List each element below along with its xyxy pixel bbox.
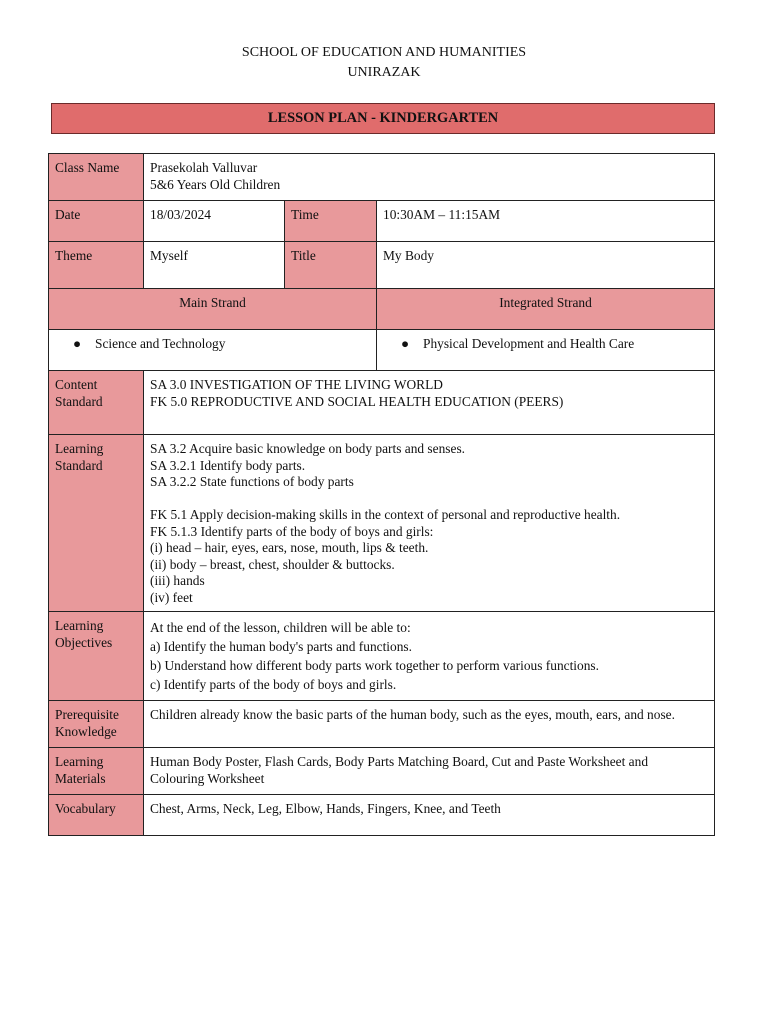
class-name-line: Prasekolah Valluvar bbox=[150, 160, 258, 175]
learning-standard-label-line1: Learning bbox=[55, 441, 104, 456]
learning-standard-line: (iii) hands bbox=[150, 573, 205, 588]
learning-standard-line: (iv) feet bbox=[150, 589, 193, 605]
objective-line: At the end of the lesson, children will be able to: bbox=[150, 620, 411, 635]
main-strand-item: Science and Technology bbox=[95, 336, 226, 351]
prerequisite-value: Children already know the basic parts of the human body, such as the eyes, mouth, ears, and nose. bbox=[144, 701, 715, 748]
learning-standard-line: FK 5.1 Apply decision-making skills in the context of personal and reproductive health. bbox=[150, 507, 621, 522]
learning-standard-line: SA 3.2.2 State functions of body parts bbox=[150, 474, 354, 489]
main-strand-label: Main Strand bbox=[49, 289, 377, 330]
content-standard-value bbox=[144, 371, 715, 435]
time-label: Time bbox=[285, 201, 377, 242]
theme-label: Theme bbox=[49, 242, 144, 289]
learning-standard-line: SA 3.2 Acquire basic knowledge on body parts and senses. bbox=[150, 441, 465, 456]
title-label: Title bbox=[285, 242, 377, 289]
content-standard-label-line1: Content bbox=[55, 377, 98, 392]
bullet-icon: ● bbox=[401, 336, 410, 351]
class-name-row bbox=[49, 154, 715, 201]
objective-line: a) Identify the human body's parts and functions. bbox=[150, 639, 412, 654]
theme-title-row bbox=[49, 242, 715, 289]
date-time-row bbox=[49, 201, 715, 242]
learning-standard-label bbox=[49, 435, 144, 612]
date-value: 18/03/2024 bbox=[144, 201, 285, 242]
class-name-value bbox=[144, 154, 715, 201]
learning-objectives-label-line2: Objectives bbox=[55, 634, 113, 650]
university-name: UNIRAZAK bbox=[347, 65, 421, 80]
learning-materials-label bbox=[49, 748, 144, 795]
prerequisite-label bbox=[49, 701, 144, 748]
integrated-strand-item: Physical Development and Health Care bbox=[423, 336, 635, 351]
vocabulary-value: Chest, Arms, Neck, Leg, Elbow, Hands, Fingers, Knee, and Teeth bbox=[144, 795, 715, 836]
materials-line: Human Body Poster, Flash Cards, Body Parts Matching Board, Cut and Paste Worksheet and bbox=[150, 754, 649, 769]
time-value: 10:30AM – 11:15AM bbox=[377, 201, 715, 242]
strand-header-row bbox=[49, 289, 715, 330]
integrated-strand-value bbox=[377, 330, 715, 371]
prerequisite-row bbox=[49, 701, 715, 748]
objective-line: b) Understand how different body parts work together to perform various functions. bbox=[150, 658, 599, 673]
lesson-plan-table bbox=[48, 153, 715, 836]
spacer bbox=[150, 491, 708, 508]
learning-standard-line: (ii) body – breast, chest, shoulder & buttocks. bbox=[150, 556, 395, 572]
content-standard-label bbox=[49, 371, 144, 435]
learning-objectives-value bbox=[144, 612, 715, 701]
title-value: My Body bbox=[377, 242, 715, 289]
learning-standard-row bbox=[49, 435, 715, 612]
learning-standard-label-line2: Standard bbox=[55, 457, 103, 473]
learning-standard-line: FK 5.1.3 Identify parts of the body of boys and girls: bbox=[150, 523, 434, 539]
learning-materials-value bbox=[144, 748, 715, 795]
learning-standard-line: (i) head – hair, eyes, ears, nose, mouth, lips & teeth. bbox=[150, 540, 429, 555]
vocabulary-label: Vocabulary bbox=[49, 795, 144, 836]
learning-materials-label-line2: Materials bbox=[55, 770, 106, 786]
materials-line: Colouring Worksheet bbox=[150, 770, 265, 786]
class-age-line: 5&6 Years Old Children bbox=[150, 176, 281, 192]
strand-value-row bbox=[49, 330, 715, 371]
learning-materials-label-line1: Learning bbox=[55, 754, 104, 769]
learning-materials-row bbox=[49, 748, 715, 795]
prerequisite-label-line2: Knowledge bbox=[55, 723, 117, 739]
content-standard-label-line2: Standard bbox=[55, 393, 103, 409]
learning-standard-line: SA 3.2.1 Identify body parts. bbox=[150, 457, 306, 473]
integrated-strand-label: Integrated Strand bbox=[377, 289, 715, 330]
theme-value: Myself bbox=[144, 242, 285, 289]
learning-objectives-row bbox=[49, 612, 715, 701]
content-standard-line: SA 3.0 INVESTIGATION OF THE LIVING WORLD bbox=[150, 377, 443, 392]
date-label: Date bbox=[49, 201, 144, 242]
learning-standard-value bbox=[144, 435, 715, 612]
content-standard-line: FK 5.0 REPRODUCTIVE AND SOCIAL HEALTH EDUCATION (PEERS) bbox=[150, 393, 564, 409]
prerequisite-label-line1: Prerequisite bbox=[55, 707, 119, 722]
learning-objectives-label bbox=[49, 612, 144, 701]
learning-objectives-label-line1: Learning bbox=[55, 618, 104, 633]
bullet-icon: ● bbox=[73, 336, 82, 351]
school-name: SCHOOL OF EDUCATION AND HUMANITIES bbox=[241, 45, 527, 60]
content-standard-row bbox=[49, 371, 715, 435]
class-name-label: Class Name bbox=[49, 154, 144, 201]
main-strand-value bbox=[49, 330, 377, 371]
vocabulary-row bbox=[49, 795, 715, 836]
objective-line: c) Identify parts of the body of boys and girls. bbox=[150, 677, 397, 692]
lesson-plan-banner: LESSON PLAN - KINDERGARTEN bbox=[51, 103, 715, 134]
